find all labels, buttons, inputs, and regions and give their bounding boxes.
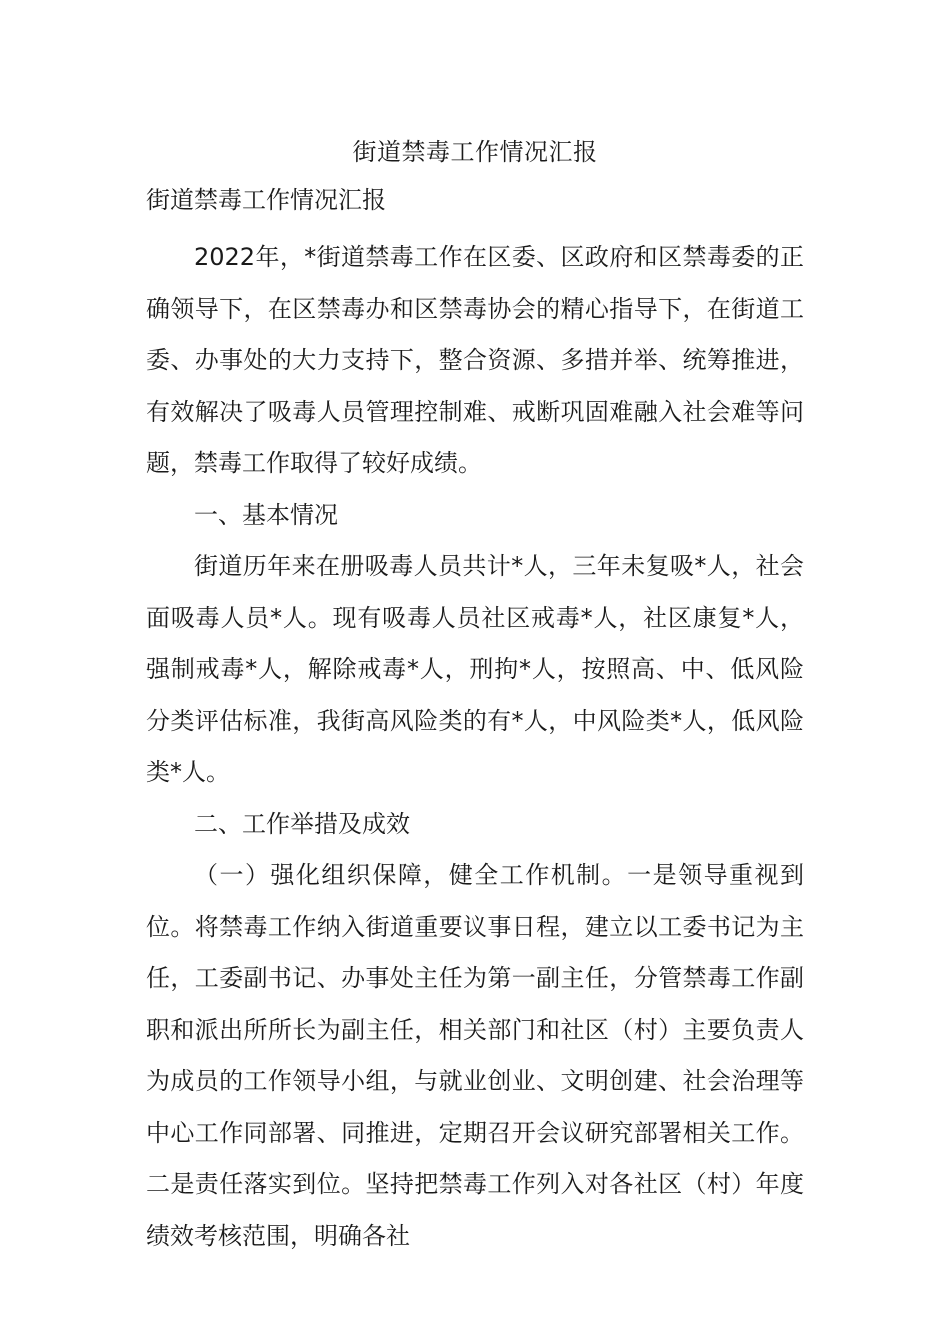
document-subtitle: 街道禁毒工作情况汇报 xyxy=(146,186,386,214)
document-title: 街道禁毒工作情况汇报 xyxy=(352,138,598,166)
paragraph-basic-situation: 街道历年来在册吸毒人员共计*人，三年未复吸*人，社会面吸毒人员*人。现有吸毒人员社区戒毒*人，社区康复*人，强制戒毒*人，解除戒毒*人，刑拘*人，按照高、中、低风险分类评估标准，我街高风险类的有*人，中风险类*人，低风险类*人。 xyxy=(146,552,804,786)
section-heading-measures: 二、工作举措及成效 xyxy=(194,809,410,838)
paragraph-measures: （一）强化组织保障，健全工作机制。一是领导重视到位。将禁毒工作纳入街道重要议事日程，建立以工委书记为主任，工委副书记、办事处主任为第一副主任，分管禁毒工作副职和派出所所长为副主任，相关部门和社区（村）主要负责人为成员的工作领导小组，与就业创业、文明创建、社会治理等中心工作同部署、同推进，定期召开会议研究部署相关工作。二是责任落实到位。坚持把禁毒工作列入对各社区（村）年度绩效考核范围，明确各社 xyxy=(146,861,804,1250)
section-heading-basic-situation: 一、基本情况 xyxy=(194,500,338,529)
document-body xyxy=(146,232,804,1262)
paragraph-intro: 2022年，*街道禁毒工作在区委、区政府和区禁毒委的正确领导下，在区禁毒办和区禁毒协会的精心指导下，在街道工委、办事处的大力支持下，整合资源、多措并举、统筹推进，有效解决了吸毒人员管理控制难、戒断巩固难融入社会难等问题，禁毒工作取得了较好成绩。 xyxy=(146,243,804,477)
